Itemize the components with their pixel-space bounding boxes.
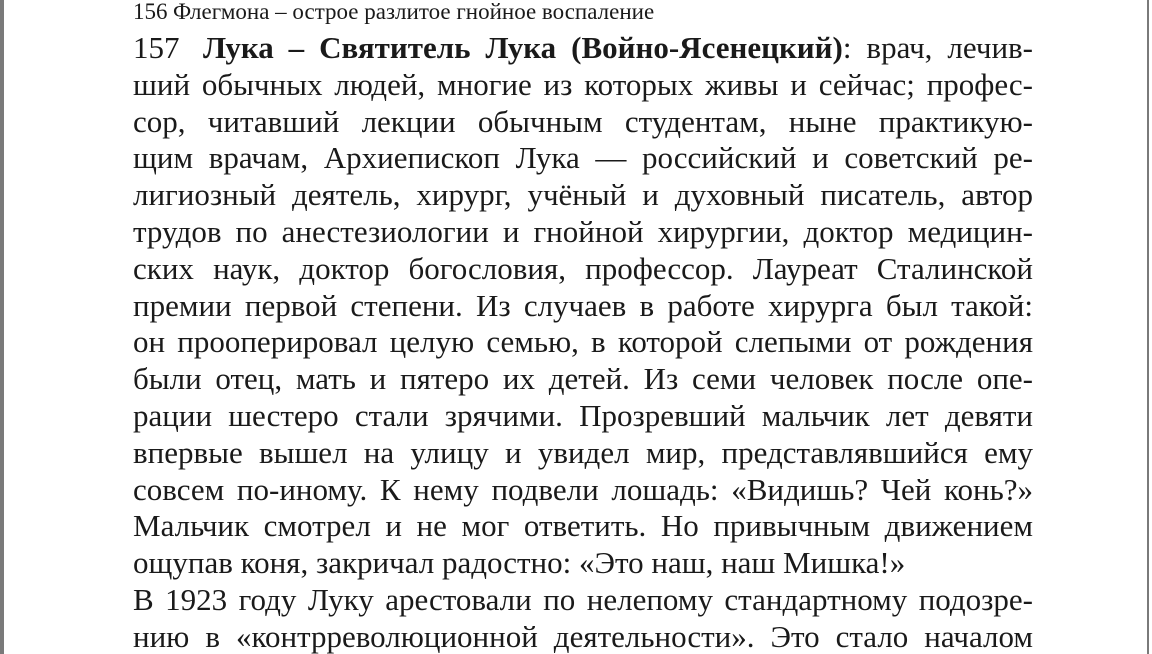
text-line: совсем по-иному. К нему подвели лошадь: «Видишь? Чей конь?» — [133, 471, 1033, 507]
text-line: рации шестеро стали зрячими. Прозревший мальчик лет девяти — [133, 397, 1033, 433]
text-line: впервые вышел на улицу и увидел мир, представлявшийся ему — [133, 434, 1033, 470]
text-line: ощупав коня, закричал радостно: «Это наш, наш Мишка!» — [133, 545, 906, 581]
text-line: сор, читавший лекции обычным студентам, ныне практикую- — [133, 103, 1033, 139]
text-line: ший обычных людей, многие из которых живы и сейчас; профес- — [133, 66, 1033, 102]
text-line: он прооперировал целую семью, в которой слепыми от рождения — [133, 324, 1033, 360]
text-line: нию в «контрреволюционной деятельности». Это стало началом — [133, 618, 1033, 654]
text-line: трудов по анестезиологии и гнойной хирургии, доктор медицин- — [133, 213, 1033, 249]
right-margin-rule — [1147, 0, 1149, 654]
text-line: премии первой степени. Из случаев в работе хирурга был такой: — [133, 287, 1033, 323]
text-line — [133, 30, 1033, 67]
text-line: В 1923 году Луку арестовали по нелепому стандартному подозре- — [133, 581, 1033, 617]
text-line: Мальчик смотрел и не мог ответить. Но привычным движением — [133, 508, 1033, 544]
footnote-number: 157 — [133, 30, 180, 65]
text-line-content: : врач, лечив- — [842, 30, 1033, 65]
left-margin-rule — [0, 0, 4, 654]
text-line: ских наук, доктор богословия, профессор. Лауреат Сталинской — [133, 250, 1033, 286]
footnote-heading: Лука – Святитель Лука (Войно-Ясенецкий) — [203, 30, 843, 65]
footnote-number: 156 — [133, 0, 168, 24]
footnote-text: Флегмона – острое разлитое гнойное воспаление — [173, 0, 655, 24]
footnote-157 — [133, 30, 1033, 654]
text-line: щим врачам, Архиепископ Лука — российский и советский ре- — [133, 140, 1033, 176]
text-line: были отец, мать и пятеро их детей. Из семи человек после опе- — [133, 361, 1033, 397]
footnote-156 — [133, 0, 654, 30]
text-line: лигиозный деятель, хирург, учёный и духовный писатель, автор — [133, 177, 1033, 213]
